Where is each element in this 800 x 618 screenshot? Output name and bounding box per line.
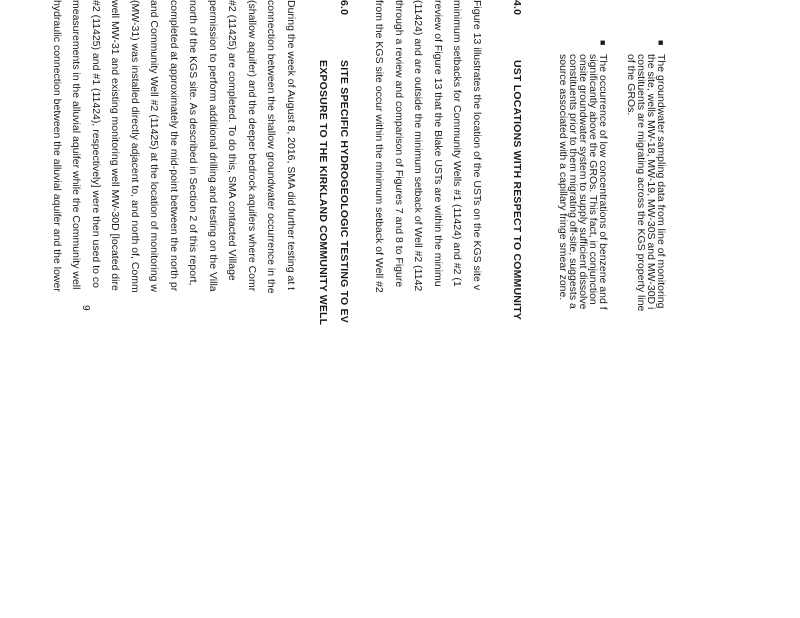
text-line: #2 (11425) and #1 (11424), respectively] were then used to co [90,0,102,288]
bullet-marker: ■ [656,40,666,46]
bullet-marker: ■ [598,40,608,46]
text-line: source associated with a capillary fringe smear zone. [557,54,569,301]
text-line: hydraulic connection between the alluvial aquifer and the lower [51,0,63,292]
text-line: significantly above the GROs. This fact, in conjunction [587,54,599,305]
bullet-text [626,54,666,311]
text-line: well MW-31 and existing monitoring well MW-30D [located dire [109,0,122,291]
text-line: The occurrence of low concentrations of benzene and f [597,54,609,310]
text-line: onsite groundwater system to supply sufficient dissolve [577,54,589,310]
text-line: Figure 13 illustrates the location of the USTs on the KGS site v [471,0,483,291]
section-4-paragraph [369,0,486,293]
section-title-line-1: SITE SPECIFIC HYDROGEOLOGIC TESTING TO EV [338,60,350,323]
page-number: 9 [80,305,91,311]
text-line: from the KGS site occur within the minimum setback of Well #2 [373,0,386,293]
text-line: permission to perform additional drilling and testing on the Villa [207,0,219,292]
bullet-text [558,54,608,310]
text-line: constituents prior to them migrating off-site, suggests a [567,54,579,309]
section-6-paragraph [47,0,301,294]
text-line: (MW-31) was installed directly adjacent to, and north of, Comm [129,0,141,293]
section-title: UST LOCATIONS WITH RESPECT TO COMMUNITY [511,60,523,320]
text-line: and Community Well #2 (11425) at the location of monitoring w [148,0,161,293]
text-line: constituents are migrating across the KGS property line [635,54,647,312]
section-number: 6.0 [338,0,350,16]
text-line: of the GROs. [625,54,637,116]
text-line: connection between the shallow groundwater occurrence in the [265,0,278,294]
section-number: 4.0 [511,0,523,16]
text-line: The groundwater sampling data from line of monitoring [655,54,667,309]
text-line: During the week of August 8, 2016, SMA did further testing at t [285,0,297,291]
text-line: #2 (11425) are completed. To do this, SMA contacted Village [226,0,239,281]
text-line: (11424) and are outside the minimum setback of Well #2 (1142 [412,0,425,292]
section-title-line-2: EXPOSURE TO THE KIRKLAND COMMUNITY WELL [317,60,329,326]
text-line: review of Figure 13 that the Blake USTs are within the minimu [432,0,444,287]
text-line: minimum setbacks for Community Wells #1 (11424) and #2 (1 [451,0,464,287]
text-line: through a review and comparison of Figures 7 and 8 to Figure [393,0,405,288]
text-line: completed at approximately the mid-point between the north pr [168,0,180,292]
text-line: (shallow aquifer) and the deeper bedrock aquifers where Comr [246,0,258,292]
rotated-report-page [51,0,678,618]
text-line: north of the KGS site. As described in Section 2 of this report, [187,0,200,286]
text-line: the site, wells MW-18, MW-19, MW-30S and MW-30D i [645,54,657,310]
text-line: measurements in the alluvial aquifer while the Community well [70,0,83,290]
